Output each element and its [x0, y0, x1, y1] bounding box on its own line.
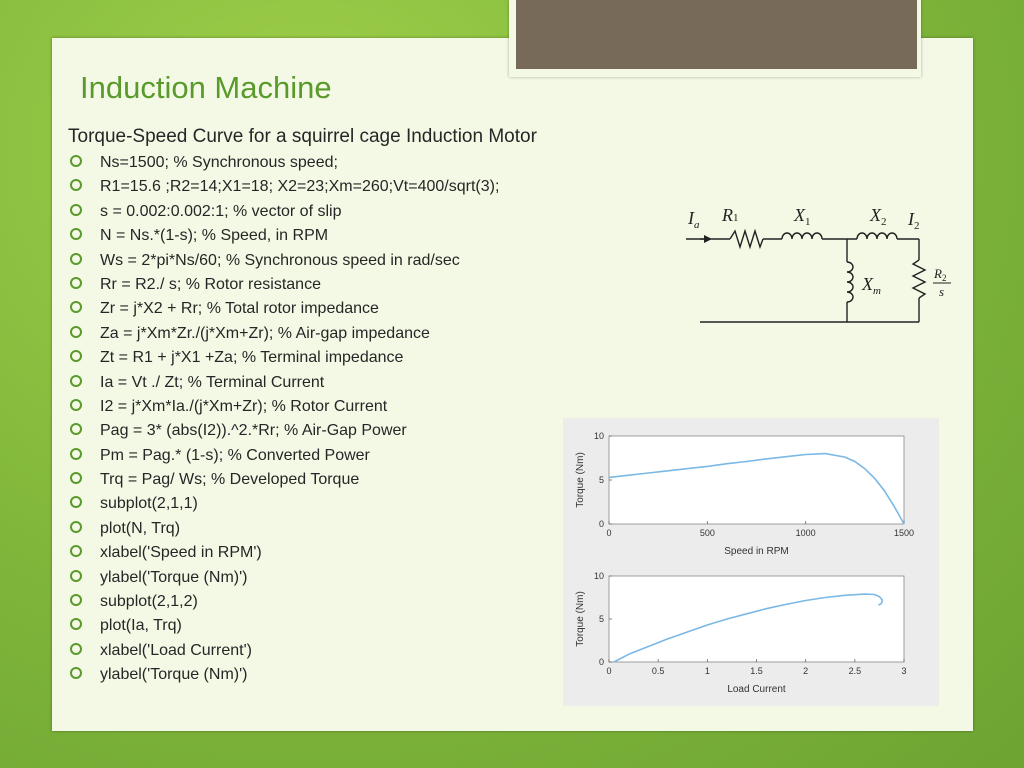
label-ia-sub: a — [694, 219, 700, 231]
bullet-circle-icon — [70, 545, 82, 557]
bullet-circle-icon — [70, 423, 82, 435]
label-x2-sub: 2 — [881, 216, 887, 228]
label-r1: R — [722, 205, 733, 225]
code-line-text: Ns=1500; % Synchronous speed; — [100, 154, 338, 171]
r1-resistor — [730, 231, 763, 247]
code-line-text: plot(Ia, Trq) — [100, 617, 182, 635]
label-xm-sub: m — [873, 285, 881, 297]
y-tick-label: 10 — [593, 431, 604, 441]
code-line — [70, 395, 499, 419]
code-line — [70, 224, 499, 248]
label-i2-sub: 2 — [914, 220, 920, 232]
x-tick-label: 1.5 — [750, 666, 763, 676]
code-line — [70, 590, 499, 614]
svg-text:X2 — [869, 205, 887, 228]
label-x1-sub: 1 — [805, 216, 811, 228]
bullet-circle-icon — [70, 667, 82, 679]
x-tick-label: 0 — [606, 528, 612, 538]
label-xm: X — [862, 274, 873, 294]
x-tick-label: 1000 — [795, 528, 816, 538]
svg-text:R1 — [721, 205, 739, 225]
code-line-text: subplot(2,1,2) — [100, 593, 198, 611]
x-tick-label: 0 — [606, 666, 612, 676]
code-line-text: Pag = 3* (abs(I2)).^2.*Rr; % Air-Gap Power — [100, 422, 407, 440]
code-line-text: xlabel('Load Current') — [100, 641, 252, 659]
code-line-text: N = Ns.*(1-s); % Speed, in RPM — [100, 227, 329, 245]
code-line — [70, 249, 499, 273]
equivalent-circuit-diagram — [682, 194, 964, 326]
label-ia: I — [688, 208, 694, 228]
y-axis-label: Torque (Nm) — [575, 591, 586, 647]
y-tick-label: 0 — [598, 519, 604, 529]
x2-inductor — [857, 233, 897, 239]
svg-text:Ia — [687, 208, 700, 231]
y-tick-label: 10 — [593, 571, 604, 581]
code-line-text: Pm = Pag.* (1-s); % Converted Power — [100, 446, 370, 464]
code-line-text: subplot(2,1,1) — [100, 495, 198, 513]
svg-text:X1 — [793, 205, 811, 228]
code-line-text: ylabel('Torque (Nm)') — [100, 568, 248, 586]
bullet-circle-icon — [70, 448, 82, 460]
svg-text:R2 — [933, 266, 946, 283]
code-line — [70, 639, 499, 663]
code-line — [70, 566, 499, 590]
code-line — [70, 444, 499, 468]
decor-tab-block — [516, 0, 917, 69]
code-line — [70, 175, 499, 199]
x-axis-label: Load Current — [727, 684, 786, 695]
bullet-circle-icon — [70, 179, 82, 191]
bullet-circle-icon — [70, 228, 82, 240]
slide-title: Induction Machine — [80, 70, 332, 105]
code-line — [70, 273, 499, 297]
code-line — [70, 614, 499, 638]
bullet-circle-icon — [70, 375, 82, 387]
y-tick-label: 5 — [598, 475, 604, 485]
x-tick-label: 2 — [803, 666, 809, 676]
code-line — [70, 419, 499, 443]
code-line — [70, 200, 499, 224]
label-r1-sub: 1 — [733, 212, 739, 224]
label-x2: X — [870, 205, 881, 225]
label-i2: I — [908, 209, 914, 229]
bullet-circle-icon — [70, 472, 82, 484]
bullet-circle-icon — [70, 326, 82, 338]
label-rload-den: s — [939, 284, 945, 299]
rload-resistor — [913, 260, 925, 298]
code-line-text: Za = j*Xm*Zr./(j*Xm+Zr); % Air-gap impedance — [100, 324, 430, 342]
code-line-text: R1=15.6 ;R2=14;X1=18; X2=23;Xm=260;Vt=400/sqrt(3); — [100, 178, 500, 196]
bullet-circle-icon — [70, 155, 82, 167]
plot-area — [609, 576, 904, 662]
x-tick-label: 1 — [704, 666, 710, 676]
bullet-circle-icon — [70, 399, 82, 411]
code-line — [70, 492, 499, 516]
code-line-text: Trq = Pag/ Ws; % Developed Torque — [100, 471, 360, 489]
plot-area — [609, 436, 904, 524]
xm-inductor — [847, 262, 853, 302]
chart-1 — [563, 418, 939, 706]
code-list — [70, 151, 499, 688]
code-line — [70, 322, 499, 346]
subplot-1 — [575, 431, 914, 557]
y-tick-label: 5 — [598, 614, 604, 624]
bullet-circle-icon — [70, 643, 82, 655]
x-tick-label: 1500 — [893, 528, 915, 538]
label-rload-num-sub: 2 — [941, 273, 947, 283]
bullet-circle-icon — [70, 204, 82, 216]
code-line-text: Ws = 2*pi*Ns/60; % Synchronous speed in rad/sec — [100, 251, 460, 269]
bullet-circle-icon — [70, 496, 82, 508]
code-line-text: xlabel('Speed in RPM') — [100, 544, 262, 562]
code-line-text: s = 0.002:0.002:1; % vector of slip — [100, 202, 342, 220]
label-x1: X — [794, 205, 805, 225]
label-rload-num: R — [934, 266, 942, 281]
bullet-circle-icon — [70, 301, 82, 313]
code-line-text: ylabel('Torque (Nm)') — [100, 666, 248, 684]
code-line — [70, 517, 499, 541]
code-line — [70, 468, 499, 492]
subplot-2 — [575, 571, 907, 695]
svg-text:I2 — [907, 209, 920, 232]
y-axis-label: Torque (Nm) — [575, 452, 586, 508]
code-line — [70, 346, 499, 370]
x-axis-label: Speed in RPM — [724, 546, 789, 557]
code-line-text: I2 = j*Xm*Ia./(j*Xm+Zr); % Rotor Current — [100, 397, 388, 415]
bullet-circle-icon — [70, 594, 82, 606]
code-line — [70, 663, 499, 687]
bullet-circle-icon — [70, 570, 82, 582]
code-line-text: Rr = R2./ s; % Rotor resistance — [100, 275, 321, 293]
code-line — [70, 541, 499, 565]
bullet-circle-icon — [70, 618, 82, 630]
code-line-text: Ia = Vt ./ Zt; % Terminal Current — [100, 373, 325, 391]
code-line — [70, 371, 499, 395]
x-tick-label: 0.5 — [651, 666, 665, 676]
code-line-text: Zt = R1 + j*X1 +Za; % Terminal impedance — [100, 349, 404, 367]
code-line-text: plot(N, Trq) — [100, 519, 181, 537]
code-line — [70, 151, 499, 175]
x-tick-label: 3 — [901, 666, 907, 676]
matlab-figure — [563, 418, 939, 706]
bullet-circle-icon — [70, 350, 82, 362]
svg-text:Xm — [861, 274, 881, 297]
bullet-circle-icon — [70, 277, 82, 289]
code-line-text: Zr = j*X2 + Rr; % Total rotor impedance — [100, 300, 379, 318]
y-tick-label: 0 — [598, 657, 604, 667]
x-tick-label: 500 — [699, 528, 715, 538]
bullet-circle-icon — [70, 521, 82, 533]
current-arrow-head — [704, 235, 712, 243]
bullet-circle-icon — [70, 253, 82, 265]
slide-subtitle: Torque-Speed Curve for a squirrel cage Induction Motor — [68, 126, 537, 147]
code-line — [70, 297, 499, 321]
x1-inductor — [782, 233, 822, 239]
x-tick-label: 2.5 — [848, 666, 862, 676]
